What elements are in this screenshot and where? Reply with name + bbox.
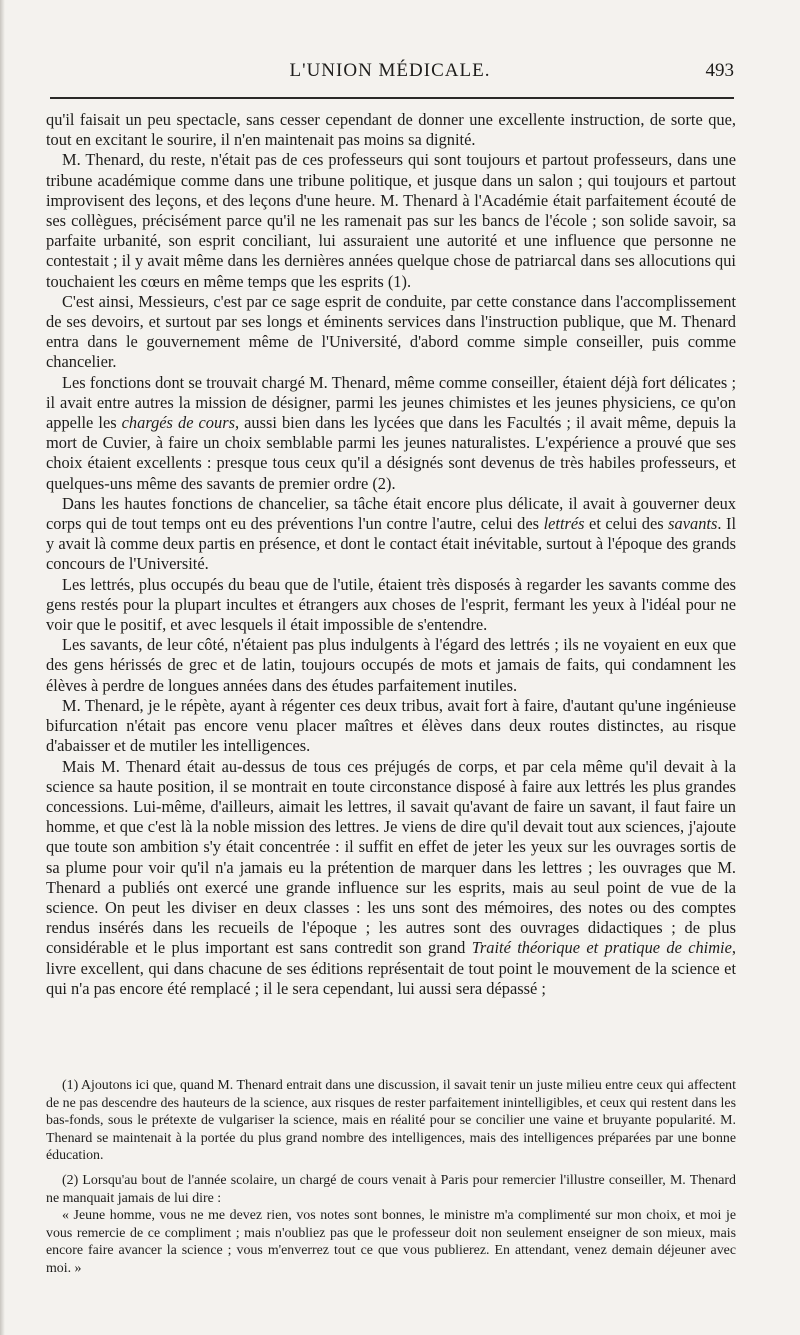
paragraph-4 (46, 373, 736, 494)
footnote-1: (1) Ajoutons ici que, quand M. Thenard entrait dans une discussion, il savait tenir un juste milieu entre ceux qui affectent de ne pas descendre des hauteurs de la science, aux risques de rester parfaitement inintelligibles, et ceux qui restent dans les bas-fonds, sous le prétexte de vulgariser la science, mais en réalité pour se concilier une vaine et bruyante popularité. M. Thenard se maintenait à la portée du plus grand nombre des intelligences, mais des intelligences préparées par une bonne éducation. (46, 1078, 736, 1164)
paragraph-4-part-2: , aussi bien dans les lycées que dans les Facultés ; il avait même, depuis la mort de Cuvier, à faire un choix semblable parmi les jeunes naturalistes. L'expérience a prouvé que ses choix étaient excellents : presque tous ceux qu'il a désignés sont devenus de très habiles professeurs, et quelques-uns même des savants de premier ordre (2). (46, 413, 737, 493)
paragraph-9 (46, 757, 736, 999)
paragraph-8: M. Thenard, je le répète, ayant à régenter ces deux tribus, avait fort à faire, d'autant qu'une ingénieuse bifurcation n'était pas encore venu placer maîtres et élèves dans deux routes distinctes, au risque d'abaisser et de mutiler les intelligences. (46, 695, 736, 756)
paragraph-5-part-2: et celui des (584, 514, 669, 534)
paragraph-9-italic-title: Traité théorique et pratique de chimie (471, 938, 732, 958)
paragraph-6: Les lettrés, plus occupés du beau que de l'utile, étaient très disposés à regarder les savants comme des gens restés pour la plupart incultes et étrangers aux choses de l'esprit, fermant les yeux à l'idéal pour ne voir que le positif, et avec lesquels il était impossible de s'entendre. (46, 574, 736, 635)
page-edge (0, 0, 5, 1335)
header-rule (50, 97, 734, 99)
page-number: 493 (705, 60, 734, 81)
paragraph-2: M. Thenard, du reste, n'était pas de ces professeurs qui sont toujours et partout professeurs, dans une tribune académique comme dans une tribune politique, et jusque dans un salon ; qui toujours et partout improvisent des leçons, et des leçons d'une heure. M. Thenard à l'Académie était parfaitement écouté de ses collègues, précisément parce qu'il ne les ramenait pas sur les bancs de l'école ; son solide savoir, sa parfaite urbanité, son esprit conciliant, lui assuraient une autorité et une influence que personne ne contestait ; il y avait même dans les dernières années quelque chose de patriarcal dans ses allocutions qui touchaient les cœurs en même temps que les esprits (1). (46, 150, 736, 291)
footnote-2: (2) Lorsqu'au bout de l'année scolaire, un chargé de cours venait à Paris pour remercier l'illustre conseiller, M. Thenard ne manquait jamais de lui dire : (46, 1172, 736, 1206)
paragraph-3: C'est ainsi, Messieurs, c'est par ce sage esprit de conduite, par cette constance dans l'accomplissement de ses devoirs, et surtout par ses longs et éminents services dans l'instruction publique, que M. Thenard entra dans le gouvernement même de l'Université, d'abord comme simple conseiller, puis comme chancelier. (46, 291, 736, 372)
paragraph-5-italic-savants: savants (668, 514, 718, 534)
paragraph-1: qu'il faisait un peu spectacle, sans cesser cependant de donner une excellente instruction, de sorte que, tout en excitant le sourire, il n'en maintenait pas moins sa dignité. (46, 110, 736, 150)
paragraph-5-italic-lettres: lettrés (543, 514, 585, 534)
paragraph-9-part-1: Mais M. Thenard était au-dessus de tous ces préjugés de corps, et par cela même qu'il devait à la science sa haute position, il se montrait en toute circonstance disposé à faire aux lettrés les plus grandes concessions. Lui-même, d'ailleurs, aimait les lettres, il savait qu'avant de faire un savant, il faut faire un homme, et que c'est là la noble mission des lettres. Je viens de dire qu'il devait tout aux sciences, j'ajoute que toute son ambition s'y était concentrée : il suffit en effet de jeter les yeux sur les ouvrages sortis de sa plume pour voir qu'il n'a jamais eu la prétention de marquer dans les lettres ; les ouvrages que M. Thenard a publiés ont exercé une grande influence sur les esprits, mais au seul point de vue de la science. On peut les diviser en deux classes : les uns sont des mémoires, des notes ou des comptes rendus insérés dans les recueils de l'époque ; les autres sont des ouvrages didactiques ; de plus considérable et le plus important est sans contredit son grand (46, 756, 736, 958)
paragraph-4-part-1: Les fonctions dont se trouvait chargé M. Thenard, même comme conseiller, étaient déjà fort délicates ; il avait entre autres la mission de désigner, parmi les jeunes chimistes et les jeunes physiciens, ce qu'on appelle les (46, 372, 736, 433)
paragraph-9-part-2: , livre excellent, qui dans chacune de ses éditions représentait de tout point le mouvement de la science et qui n'a pas encore été remplacé ; il le sera cependant, lui aussi sera dépassé ; (46, 938, 736, 998)
paragraph-4-italic: chargés de cours (121, 413, 235, 433)
paragraph-7: Les savants, de leur côté, n'étaient pas plus indulgents à l'égard des lettrés ; ils ne voyaient en eux que des gens hérissés de grec et de latin, toujours occupés de mots et jamais de faits, qui condamnent les élèves à perdre de longues années dans des études parfaitement inutiles. (46, 635, 736, 695)
main-text (46, 110, 736, 999)
paragraph-5 (46, 494, 736, 575)
paragraph-5-part-3: . Il y avait là comme deux partis en présence, et dont le contact était inévitable, surtout à l'époque des grands concours de l'Université. (46, 514, 736, 574)
running-title: L'UNION MÉDICALE. (289, 60, 491, 81)
page-header (46, 60, 734, 92)
footnotes (46, 1077, 736, 1278)
footnote-2-quote: « Jeune homme, vous ne me devez rien, vos notes sont bonnes, le ministre m'a complimenté sur mon choix, et moi je vous remercie de ce compliment ; mais n'oubliez pas que le professeur doit non seulement enseigner de son mieux, mais encore faire avancer la science ; vous m'enverrez tout ce que vous publierez. En attendant, venez demain déjeuner avec moi. » (46, 1208, 736, 1276)
paragraph-5-part-1: Dans les hautes fonctions de chancelier, sa tâche était encore plus délicate, il avait à gouverner deux corps qui de tout temps ont eu des préventions l'un contre l'autre, celui des (46, 493, 736, 534)
